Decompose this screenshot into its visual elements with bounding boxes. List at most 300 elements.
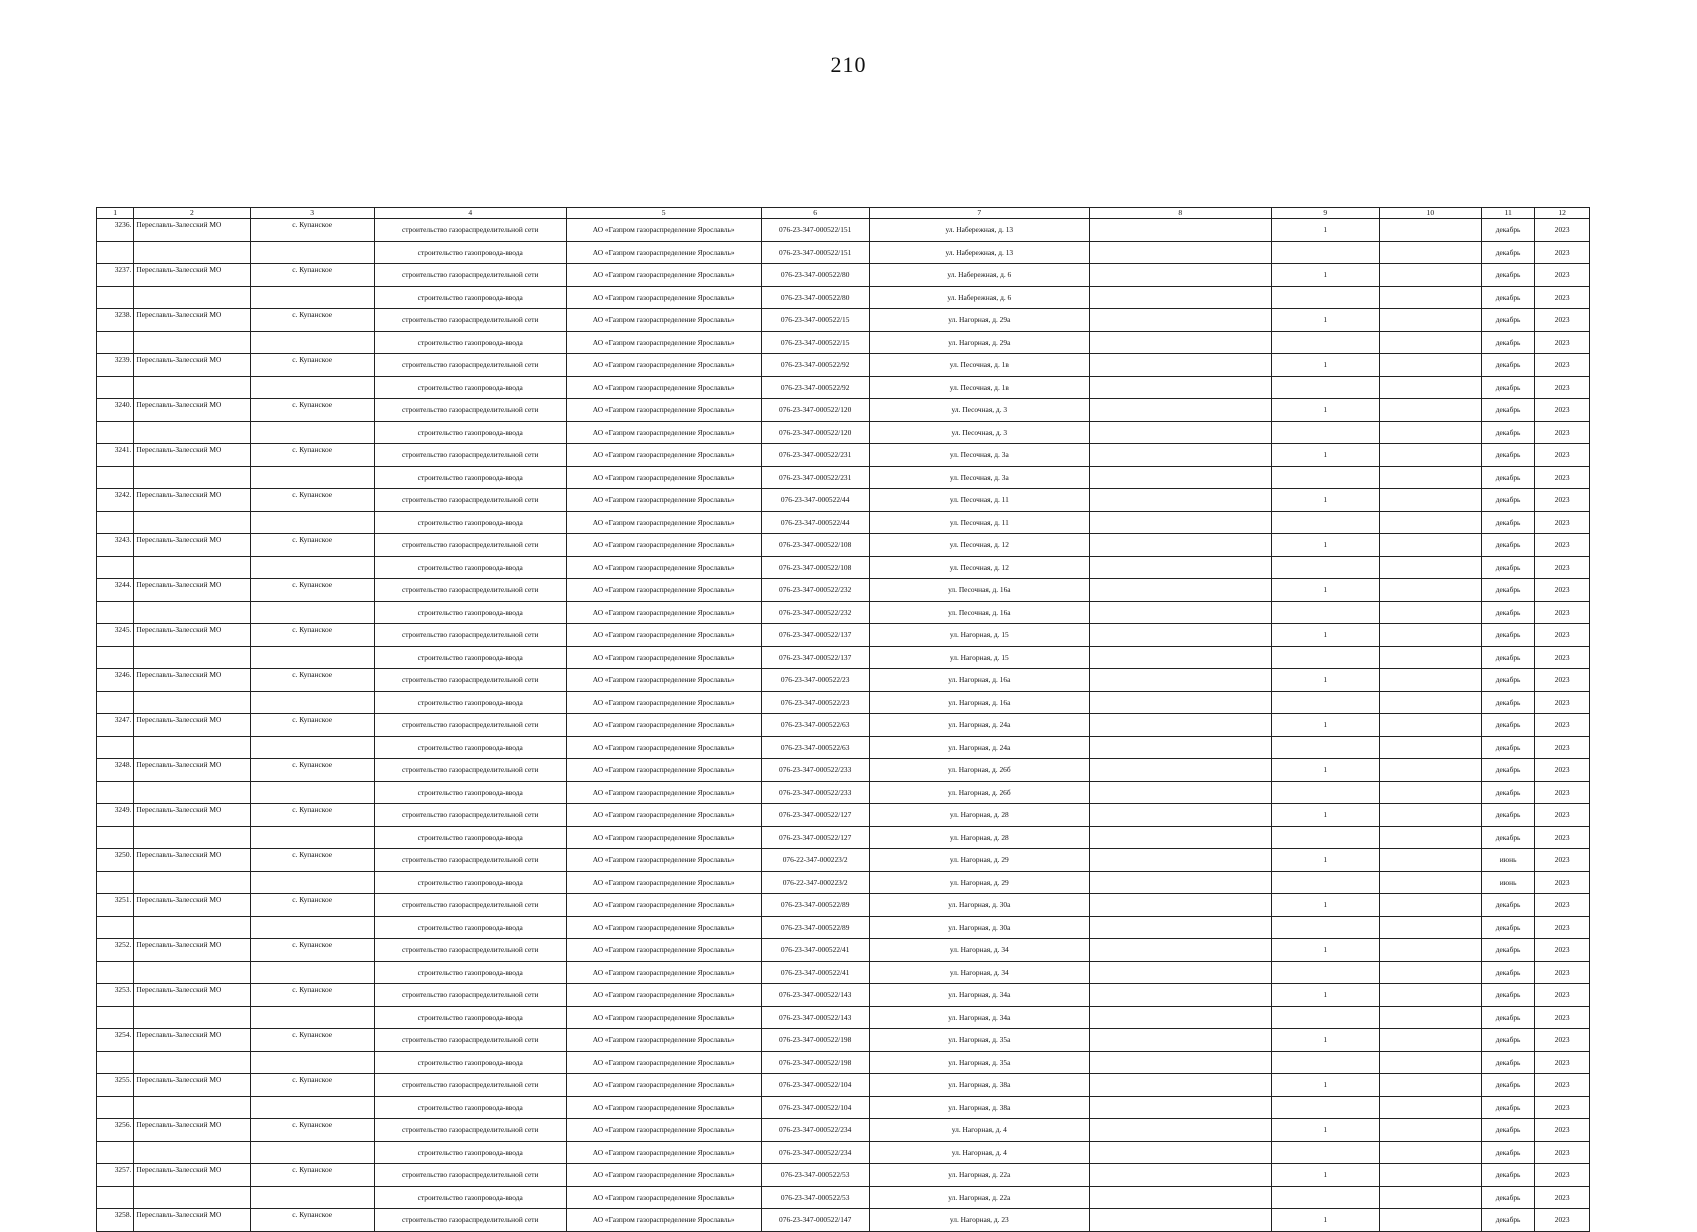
locality-cell [250,1186,374,1209]
address-cell: ул. Нагорная, д. 35а [869,1051,1089,1074]
row-number: 3251. [97,894,134,917]
column-10-cell [1379,489,1481,512]
contract-number-cell: 076-23-347-000522/41 [761,939,869,962]
address-cell: ул. Нагорная, д. 34 [869,939,1089,962]
month-cell: декабрь [1481,286,1535,309]
quantity-cell [1271,871,1379,894]
column-10-cell [1379,826,1481,849]
locality-cell [250,961,374,984]
table-row [97,421,1590,444]
address-cell: ул. Нагорная, д. 30а [869,894,1089,917]
municipality-cell: Переславль-Залесский МО [134,804,250,827]
municipality-cell: Переславль-Залесский МО [134,849,250,872]
year-cell: 2023 [1535,939,1590,962]
address-cell: ул. Набережная, д. 6 [869,286,1089,309]
year-cell: 2023 [1535,691,1590,714]
address-cell: ул. Нагорная, д. 26б [869,781,1089,804]
locality-cell: с. Купанское [250,939,374,962]
quantity-cell: 1 [1271,1074,1379,1097]
column-10-cell [1379,624,1481,647]
locality-cell: с. Купанское [250,579,374,602]
contract-number-cell: 076-23-347-000522/137 [761,646,869,669]
year-cell: 2023 [1535,579,1590,602]
month-cell: декабрь [1481,1209,1535,1232]
month-cell: декабрь [1481,444,1535,467]
address-cell: ул. Нагорная, д. 24а [869,736,1089,759]
year-cell: 2023 [1535,1096,1590,1119]
quantity-cell [1271,331,1379,354]
address-cell: ул. Песочная, д. 1в [869,376,1089,399]
column-10-cell [1379,804,1481,827]
year-cell: 2023 [1535,714,1590,737]
locality-cell: с. Купанское [250,669,374,692]
column-10-cell [1379,939,1481,962]
year-cell: 2023 [1535,894,1590,917]
contract-number-cell: 076-23-347-000522/15 [761,309,869,332]
organization-cell: АО «Газпром газораспределение Ярославль» [566,1074,761,1097]
address-cell: ул. Песочная, д. 12 [869,556,1089,579]
quantity-cell [1271,1006,1379,1029]
contract-number-cell: 076-23-347-000522/104 [761,1096,869,1119]
locality-cell: с. Купанское [250,1029,374,1052]
locality-cell [250,601,374,624]
table-row [97,894,1590,917]
column-8-cell [1089,444,1271,467]
year-cell: 2023 [1535,286,1590,309]
quantity-cell [1271,466,1379,489]
municipality-cell: Переславль-Залесский МО [134,1029,250,1052]
organization-cell: АО «Газпром газораспределение Ярославль» [566,984,761,1007]
municipality-cell [134,421,250,444]
column-header: 7 [869,208,1089,219]
organization-cell: АО «Газпром газораспределение Ярославль» [566,354,761,377]
table-row [97,286,1590,309]
column-8-cell [1089,241,1271,264]
address-cell: ул. Набережная, д. 6 [869,264,1089,287]
work-type-cell: строительство газопровода-ввода [374,1051,566,1074]
column-10-cell [1379,309,1481,332]
contract-number-cell: 076-23-347-000522/151 [761,241,869,264]
row-number [97,331,134,354]
column-8-cell [1089,556,1271,579]
address-cell: ул. Нагорная, д. 38а [869,1096,1089,1119]
organization-cell: АО «Газпром газораспределение Ярославль» [566,286,761,309]
address-cell: ул. Нагорная, д. 34 [869,961,1089,984]
locality-cell: с. Купанское [250,219,374,242]
work-type-cell: строительство газопровода-ввода [374,556,566,579]
month-cell: декабрь [1481,804,1535,827]
column-8-cell [1089,376,1271,399]
quantity-cell: 1 [1271,1119,1379,1142]
municipality-cell [134,466,250,489]
year-cell: 2023 [1535,624,1590,647]
row-number: 3236. [97,219,134,242]
contract-number-cell: 076-23-347-000522/89 [761,916,869,939]
work-type-cell: строительство газопровода-ввода [374,601,566,624]
contract-number-cell: 076-23-347-000522/120 [761,399,869,422]
organization-cell: АО «Газпром газораспределение Ярославль» [566,1051,761,1074]
row-number: 3257. [97,1164,134,1187]
address-cell: ул. Песочная, д. 3 [869,421,1089,444]
column-8-cell [1089,601,1271,624]
row-number: 3248. [97,759,134,782]
work-type-cell: строительство газораспределительной сети [374,984,566,1007]
address-cell: ул. Нагорная, д. 24а [869,714,1089,737]
column-10-cell [1379,556,1481,579]
column-10-cell [1379,376,1481,399]
municipality-cell [134,871,250,894]
table-row [97,916,1590,939]
month-cell: декабрь [1481,691,1535,714]
column-8-cell [1089,826,1271,849]
year-cell: 2023 [1535,1209,1590,1232]
column-10-cell [1379,601,1481,624]
month-cell: декабрь [1481,331,1535,354]
contract-number-cell: 076-23-347-000522/63 [761,736,869,759]
locality-cell: с. Купанское [250,984,374,1007]
work-type-cell: строительство газопровода-ввода [374,331,566,354]
work-type-cell: строительство газораспределительной сети [374,849,566,872]
work-type-cell: строительство газораспределительной сети [374,669,566,692]
row-number [97,1141,134,1164]
column-header: 12 [1535,208,1590,219]
year-cell: 2023 [1535,489,1590,512]
organization-cell: АО «Газпром газораспределение Ярославль» [566,1164,761,1187]
address-cell: ул. Нагорная, д. 15 [869,646,1089,669]
municipality-cell [134,376,250,399]
column-10-cell [1379,1029,1481,1052]
address-cell: ул. Нагорная, д. 16а [869,691,1089,714]
table-row [97,331,1590,354]
column-10-cell [1379,691,1481,714]
year-cell: 2023 [1535,534,1590,557]
row-number [97,691,134,714]
column-8-cell [1089,466,1271,489]
municipality-cell: Переславль-Залесский МО [134,579,250,602]
row-number: 3239. [97,354,134,377]
contract-number-cell: 076-23-347-000522/232 [761,579,869,602]
municipality-cell: Переславль-Залесский МО [134,1119,250,1142]
table-row [97,264,1590,287]
quantity-cell [1271,826,1379,849]
month-cell: декабрь [1481,376,1535,399]
organization-cell: АО «Газпром газораспределение Ярославль» [566,1209,761,1232]
column-10-cell [1379,759,1481,782]
table-row [97,601,1590,624]
work-type-cell: строительство газопровода-ввода [374,871,566,894]
column-8-cell [1089,534,1271,557]
month-cell: декабрь [1481,736,1535,759]
column-8-cell [1089,916,1271,939]
month-cell: декабрь [1481,1074,1535,1097]
month-cell: декабрь [1481,894,1535,917]
year-cell: 2023 [1535,1164,1590,1187]
contract-number-cell: 076-23-347-000522/23 [761,691,869,714]
table-row [97,939,1590,962]
year-cell: 2023 [1535,421,1590,444]
quantity-cell [1271,691,1379,714]
row-number [97,1051,134,1074]
locality-cell: с. Купанское [250,1119,374,1142]
row-number: 3254. [97,1029,134,1052]
column-10-cell [1379,984,1481,1007]
municipality-cell [134,781,250,804]
quantity-cell: 1 [1271,1164,1379,1187]
locality-cell: с. Купанское [250,1074,374,1097]
address-cell: ул. Нагорная, д. 28 [869,804,1089,827]
contract-number-cell: 076-23-347-000522/120 [761,421,869,444]
locality-cell: с. Купанское [250,714,374,737]
row-number: 3244. [97,579,134,602]
work-type-cell: строительство газопровода-ввода [374,466,566,489]
quantity-cell: 1 [1271,444,1379,467]
municipality-cell: Переславль-Залесский МО [134,759,250,782]
column-10-cell [1379,916,1481,939]
municipality-cell [134,286,250,309]
year-cell: 2023 [1535,759,1590,782]
column-8-cell [1089,264,1271,287]
contract-number-cell: 076-23-347-000522/127 [761,826,869,849]
municipality-cell: Переславль-Залесский МО [134,534,250,557]
year-cell: 2023 [1535,849,1590,872]
contract-number-cell: 076-23-347-000522/233 [761,759,869,782]
row-number: 3250. [97,849,134,872]
locality-cell [250,781,374,804]
quantity-cell [1271,601,1379,624]
organization-cell: АО «Газпром газораспределение Ярославль» [566,1029,761,1052]
address-cell: ул. Нагорная, д. 29а [869,309,1089,332]
work-type-cell: строительство газопровода-ввода [374,241,566,264]
organization-cell: АО «Газпром газораспределение Ярославль» [566,849,761,872]
year-cell: 2023 [1535,804,1590,827]
contract-number-cell: 076-23-347-000522/80 [761,264,869,287]
quantity-cell: 1 [1271,624,1379,647]
month-cell: декабрь [1481,646,1535,669]
row-number [97,556,134,579]
column-10-cell [1379,219,1481,242]
year-cell: 2023 [1535,871,1590,894]
contract-number-cell: 076-22-347-000223/2 [761,871,869,894]
row-number: 3240. [97,399,134,422]
column-8-cell [1089,331,1271,354]
work-type-cell: строительство газораспределительной сети [374,804,566,827]
work-type-cell: строительство газопровода-ввода [374,916,566,939]
table-row [97,624,1590,647]
municipality-cell: Переславль-Залесский МО [134,894,250,917]
column-8-cell [1089,961,1271,984]
contract-number-cell: 076-22-347-000223/2 [761,849,869,872]
column-10-cell [1379,849,1481,872]
address-cell: ул. Песочная, д. 11 [869,489,1089,512]
table-row [97,1209,1590,1232]
column-header: 8 [1089,208,1271,219]
month-cell: декабрь [1481,1096,1535,1119]
month-cell: декабрь [1481,466,1535,489]
work-type-cell: строительство газопровода-ввода [374,286,566,309]
row-number: 3256. [97,1119,134,1142]
table-row [97,871,1590,894]
organization-cell: АО «Газпром газораспределение Ярославль» [566,714,761,737]
column-8-cell [1089,939,1271,962]
table-row [97,1096,1590,1119]
municipality-cell: Переславль-Залесский МО [134,264,250,287]
year-cell: 2023 [1535,309,1590,332]
column-8-cell [1089,421,1271,444]
locality-cell: с. Купанское [250,804,374,827]
organization-cell: АО «Газпром газораспределение Ярославль» [566,241,761,264]
table-row [97,646,1590,669]
row-number [97,601,134,624]
contract-number-cell: 076-23-347-000522/231 [761,444,869,467]
table-body [97,219,1590,1232]
quantity-cell [1271,286,1379,309]
organization-cell: АО «Газпром газораспределение Ярославль» [566,489,761,512]
locality-cell [250,331,374,354]
month-cell: декабрь [1481,219,1535,242]
municipality-cell [134,1096,250,1119]
contract-number-cell: 076-23-347-000522/23 [761,669,869,692]
organization-cell: АО «Газпром газораспределение Ярославль» [566,826,761,849]
contract-number-cell: 076-23-347-000522/232 [761,601,869,624]
column-10-cell [1379,1209,1481,1232]
row-number [97,286,134,309]
month-cell: декабрь [1481,601,1535,624]
header-row [97,208,1590,219]
month-cell: декабрь [1481,354,1535,377]
column-8-cell [1089,1096,1271,1119]
year-cell: 2023 [1535,646,1590,669]
column-8-cell [1089,1164,1271,1187]
address-cell: ул. Нагорная, д. 28 [869,826,1089,849]
table-row [97,354,1590,377]
locality-cell [250,1141,374,1164]
month-cell: декабрь [1481,1051,1535,1074]
table-row [97,961,1590,984]
row-number [97,736,134,759]
row-number [97,511,134,534]
municipality-cell [134,736,250,759]
organization-cell: АО «Газпром газораспределение Ярославль» [566,916,761,939]
table-row [97,489,1590,512]
table-row [97,1029,1590,1052]
table-row [97,1006,1590,1029]
row-number [97,961,134,984]
contract-number-cell: 076-23-347-000522/41 [761,961,869,984]
contract-number-cell: 076-23-347-000522/147 [761,1209,869,1232]
work-type-cell: строительство газопровода-ввода [374,961,566,984]
organization-cell: АО «Газпром газораспределение Ярославль» [566,534,761,557]
quantity-cell [1271,916,1379,939]
address-cell: ул. Набережная, д. 13 [869,241,1089,264]
year-cell: 2023 [1535,1141,1590,1164]
month-cell: декабрь [1481,1006,1535,1029]
month-cell: декабрь [1481,714,1535,737]
organization-cell: АО «Газпром газораспределение Ярославль» [566,624,761,647]
organization-cell: АО «Газпром газораспределение Ярославль» [566,264,761,287]
month-cell: декабрь [1481,264,1535,287]
address-cell: ул. Песочная, д. 3а [869,466,1089,489]
table-row [97,669,1590,692]
address-cell: ул. Нагорная, д. 22а [869,1186,1089,1209]
locality-cell [250,1051,374,1074]
table-row [97,579,1590,602]
work-type-cell: строительство газораспределительной сети [374,939,566,962]
contract-number-cell: 076-23-347-000522/137 [761,624,869,647]
quantity-cell [1271,1096,1379,1119]
year-cell: 2023 [1535,1186,1590,1209]
row-number: 3255. [97,1074,134,1097]
month-cell: декабрь [1481,781,1535,804]
contract-number-cell: 076-23-347-000522/198 [761,1051,869,1074]
column-8-cell [1089,1209,1271,1232]
year-cell: 2023 [1535,1006,1590,1029]
quantity-cell [1271,511,1379,534]
table-row [97,376,1590,399]
locality-cell [250,916,374,939]
column-8-cell [1089,759,1271,782]
row-number: 3249. [97,804,134,827]
year-cell: 2023 [1535,736,1590,759]
work-type-cell: строительство газопровода-ввода [374,736,566,759]
table-row [97,1119,1590,1142]
address-cell: ул. Нагорная, д. 30а [869,916,1089,939]
address-cell: ул. Нагорная, д. 34а [869,1006,1089,1029]
column-8-cell [1089,736,1271,759]
locality-cell [250,1096,374,1119]
row-number [97,781,134,804]
quantity-cell: 1 [1271,219,1379,242]
column-10-cell [1379,1006,1481,1029]
column-8-cell [1089,894,1271,917]
year-cell: 2023 [1535,1029,1590,1052]
municipality-cell [134,601,250,624]
column-10-cell [1379,1051,1481,1074]
municipality-cell [134,241,250,264]
organization-cell: АО «Газпром газораспределение Ярославль» [566,511,761,534]
municipality-cell: Переславль-Залесский МО [134,939,250,962]
contract-number-cell: 076-23-347-000522/108 [761,556,869,579]
locality-cell [250,691,374,714]
contract-number-cell: 076-23-347-000522/89 [761,894,869,917]
row-number [97,1096,134,1119]
locality-cell [250,376,374,399]
quantity-cell [1271,781,1379,804]
quantity-cell [1271,556,1379,579]
table-row [97,714,1590,737]
work-type-cell: строительство газораспределительной сети [374,624,566,647]
address-cell: ул. Нагорная, д. 16а [869,669,1089,692]
locality-cell: с. Купанское [250,309,374,332]
column-8-cell [1089,714,1271,737]
year-cell: 2023 [1535,219,1590,242]
address-cell: ул. Песочная, д. 1в [869,354,1089,377]
year-cell: 2023 [1535,444,1590,467]
year-cell: 2023 [1535,241,1590,264]
month-cell: декабрь [1481,489,1535,512]
locality-cell [250,826,374,849]
address-cell: ул. Нагорная, д. 26б [869,759,1089,782]
address-cell: ул. Набережная, д. 13 [869,219,1089,242]
address-cell: ул. Нагорная, д. 22а [869,1164,1089,1187]
month-cell: декабрь [1481,624,1535,647]
quantity-cell: 1 [1271,804,1379,827]
work-type-cell: строительство газораспределительной сети [374,1119,566,1142]
quantity-cell: 1 [1271,849,1379,872]
column-8-cell [1089,511,1271,534]
table-row [97,849,1590,872]
work-type-cell: строительство газораспределительной сети [374,894,566,917]
row-number [97,421,134,444]
